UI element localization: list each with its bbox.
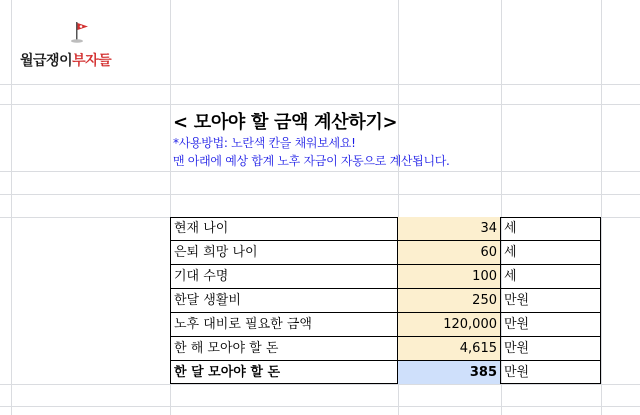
row-unit: 세	[504, 221, 517, 236]
logo-wordmark: 월급쟁이부자들	[20, 53, 112, 69]
sheet-title: < 모아야 할 금액 계산하기>	[173, 112, 398, 133]
table-row	[170, 265, 601, 289]
red-flag-icon	[70, 20, 90, 44]
table-row	[170, 337, 601, 361]
yearly-saving-cell[interactable]: 4,615	[398, 337, 501, 360]
table-row	[170, 217, 601, 241]
brand-logo	[20, 18, 160, 70]
row-label: 은퇴 희망 나이	[170, 241, 398, 264]
monthly-saving-result-cell[interactable]: 385	[398, 361, 501, 384]
row-label: 한 달 모아야 할 돈	[170, 361, 398, 384]
row-label: 한달 생활비	[170, 289, 398, 312]
table-row	[170, 289, 601, 313]
row-label: 기대 수명	[170, 265, 398, 288]
row-label: 현재 나이	[170, 217, 398, 240]
row-unit: 세	[504, 269, 517, 284]
row-label: 노후 대비로 필요한 금액	[170, 313, 398, 336]
row-unit: 만원	[504, 317, 530, 332]
grid-line	[11, 0, 12, 415]
grid-line	[601, 0, 602, 415]
row-unit: 만원	[504, 341, 530, 356]
grid-line	[0, 84, 640, 85]
row-unit: 만원	[504, 365, 530, 380]
grid-line	[0, 171, 640, 172]
required-amount-cell[interactable]: 120,000	[398, 313, 501, 336]
row-unit: 세	[504, 245, 517, 260]
row-unit: 만원	[504, 293, 530, 308]
grid-line	[0, 194, 640, 195]
life-expectancy-input[interactable]: 100	[398, 265, 501, 288]
table-row	[170, 241, 601, 265]
usage-note-auto-calc: 맨 아래에 예상 합계 노후 자금이 자동으로 계산됩니다.	[173, 154, 450, 168]
row-label: 한 해 모아야 할 돈	[170, 337, 398, 360]
current-age-input[interactable]: 34	[398, 217, 501, 240]
table-row-total	[170, 361, 601, 384]
table-row	[170, 313, 601, 337]
grid-line	[0, 406, 640, 407]
usage-note: *사용방법: 노란색 칸을 채워보세요!	[173, 136, 356, 150]
grid-line	[0, 384, 640, 385]
monthly-living-cost-input[interactable]: 250	[398, 289, 501, 312]
retire-age-input[interactable]: 60	[398, 241, 501, 264]
grid-line	[0, 104, 640, 105]
